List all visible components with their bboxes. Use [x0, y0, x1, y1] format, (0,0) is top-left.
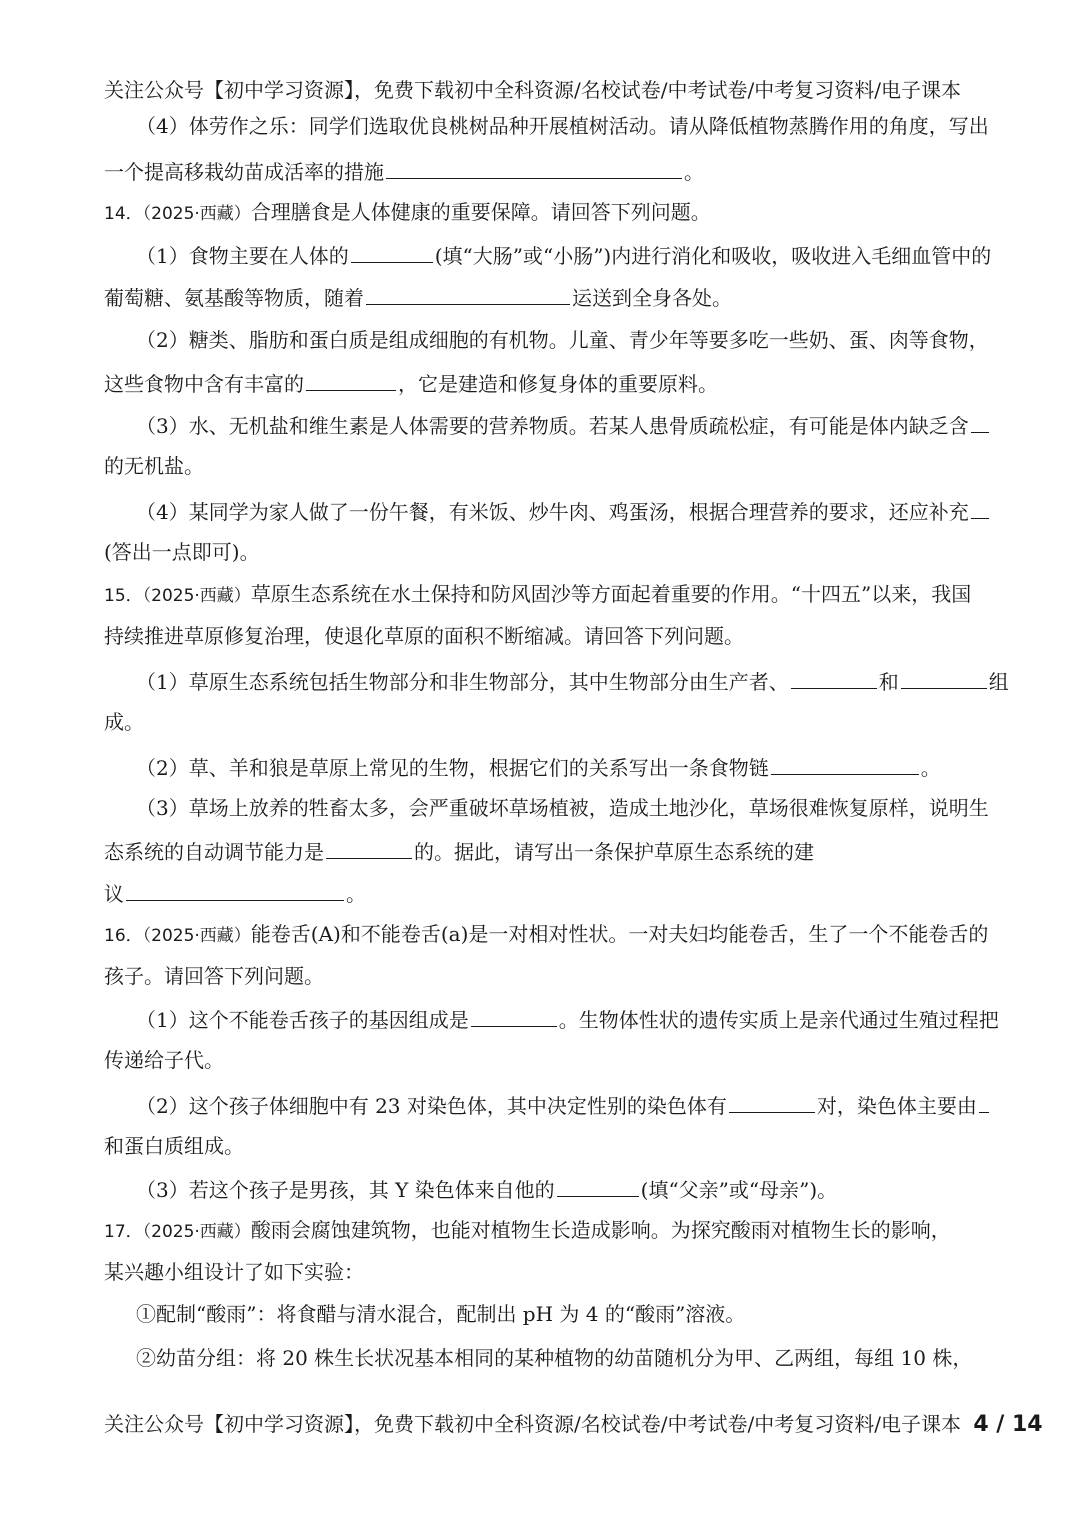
answer-blank[interactable]	[729, 1090, 815, 1113]
answer-blank[interactable]	[971, 410, 989, 433]
q15-part1-line2: 成。	[104, 710, 144, 734]
q14-part1-text-b: (填“大肠”或“小肠”)内进行消化和吸收，吸收进入毛细血管中的	[434, 244, 992, 268]
q14-part2-text-b: 这些食物中含有丰富的	[104, 372, 304, 396]
q16-part3-text-b: (填“父亲”或“母亲”)。	[640, 1178, 838, 1202]
answer-blank[interactable]	[471, 1004, 557, 1027]
answer-blank[interactable]	[326, 836, 412, 859]
answer-blank[interactable]	[771, 752, 919, 775]
q14-part1-text-a: （1）食物主要在人体的	[136, 244, 349, 268]
q13-part4-line2	[104, 156, 704, 184]
q16-part1-text-b: 。生物体性状的遗传实质上是亲代通过生殖过程把	[558, 1008, 999, 1032]
page-footer	[104, 1410, 1043, 1438]
q15-part3-text-b: 态系统的自动调节能力是	[104, 840, 324, 864]
q15-part1-text-b: 和	[878, 670, 899, 694]
q16-part3-line1	[136, 1174, 837, 1202]
q15-stem-text-a: 草原生态系统在水土保持和防风固沙等方面起着重要的作用。“十四五”以来，我国	[250, 582, 972, 606]
answer-blank[interactable]	[126, 878, 344, 901]
q14-part2-text-c: ，它是建造和修复身体的重要原料。	[398, 372, 718, 396]
q16-part1-line1	[136, 1004, 999, 1032]
q16-part3-text-a: （3）若这个孩子是男孩，其 Y 染色体来自他的	[136, 1178, 555, 1202]
q14-part2-line2	[104, 368, 718, 396]
q14-part1-line1	[136, 240, 991, 268]
q15-part3-text-e: 。	[346, 882, 366, 906]
q16-part2-text-a: （2）这个孩子体细胞中有 23 对染色体，其中决定性别的染色体有	[136, 1094, 727, 1118]
q16-part1-line2: 传递给子代。	[104, 1048, 224, 1072]
answer-blank[interactable]	[306, 368, 396, 391]
q13-part4-end: 。	[684, 160, 704, 184]
q16-stem-line1	[104, 920, 988, 948]
answer-blank[interactable]	[971, 496, 989, 519]
q16-part2-line1	[136, 1090, 991, 1118]
page-number: 4 / 14	[973, 1412, 1043, 1437]
q16-stem-line2: 孩子。请回答下列问题。	[104, 964, 324, 988]
answer-blank[interactable]	[351, 240, 433, 263]
q17-step2: ②幼苗分组：将 20 株生长状况基本相同的某种植物的幼苗随机分为甲、乙两组，每组 10 株，	[136, 1346, 973, 1370]
q14-part1-text-c: 葡萄糖、氨基酸等物质，随着	[104, 286, 364, 310]
q17-stem-line2: 某兴趣小组设计了如下实验：	[104, 1260, 364, 1284]
question-number: 17．（2025·西藏）	[104, 1222, 251, 1242]
answer-blank[interactable]	[791, 666, 877, 689]
q14-part4-line2: (答出一点即可)。	[104, 540, 260, 564]
q15-part3-text-c: 的。据此，请写出一条保护草原生态系统的建	[414, 840, 814, 864]
q14-part1-line2	[104, 282, 732, 310]
q15-part2-text-a: （2）草、羊和狼是草原上常见的生物，根据它们的关系写出一条食物链	[136, 756, 769, 780]
q17-stem-line1	[104, 1216, 951, 1244]
q17-stem-text-a: 酸雨会腐蚀建筑物，也能对植物生长造成影响。为探究酸雨对植物生长的影响，	[250, 1218, 951, 1242]
q14-part4-text-a: （4）某同学为家人做了一份午餐，有米饭、炒牛肉、鸡蛋汤，根据合理营养的要求，还应补充	[136, 500, 969, 524]
q14-part2-line1: （2）糖类、脂肪和蛋白质是组成细胞的有机物。儿童、青少年等要多吃一些奶、蛋、肉等食物，	[136, 328, 989, 352]
q16-part2-line2: 和蛋白质组成。	[104, 1134, 244, 1158]
answer-blank[interactable]	[557, 1174, 639, 1197]
answer-blank[interactable]	[366, 282, 570, 305]
q15-stem-line1	[104, 580, 971, 608]
q15-part2-line1	[136, 752, 941, 780]
q15-part1-line1	[136, 666, 1009, 694]
q13-part4-text: 一个提高移栽幼苗成活率的措施	[104, 160, 384, 184]
q16-part2-text-b: 对，染色体主要由	[816, 1094, 977, 1118]
q14-part3-line2: 的无机盐。	[104, 454, 204, 478]
q14-part3-text-a: （3）水、无机盐和维生素是人体需要的营养物质。若某人患骨质疏松症，有可能是体内缺乏含	[136, 414, 969, 438]
q15-part1-text-c: 组	[988, 670, 1009, 694]
q17-step1: ①配制“酸雨”：将食醋与清水混合，配制出 pH 为 4 的“酸雨”溶液。	[136, 1302, 746, 1326]
q15-stem-line2: 持续推进草原修复治理，使退化草原的面积不断缩减。请回答下列问题。	[104, 624, 744, 648]
answer-blank[interactable]	[386, 156, 682, 179]
q15-part3-line2	[104, 836, 814, 864]
q13-part4-line1: （4）体劳作之乐：同学们选取优良桃树品种开展植树活动。请从降低植物蒸腾作用的角度，写出	[136, 114, 989, 138]
q14-stem	[104, 198, 711, 226]
question-number: 14．（2025·西藏）	[104, 204, 251, 224]
q14-part4-line1	[136, 496, 991, 524]
q16-stem-text-a: 能卷舌(A)和不能卷舌(a)是一对相对性状。一对夫妇均能卷舌，生了一个不能卷舌的	[250, 922, 989, 946]
footer-text: 关注公众号【初中学习资源】，免费下载初中全科资源/名校试卷/中考试卷/中考复习资料/电子课本	[104, 1412, 961, 1436]
q14-stem-text: 合理膳食是人体健康的重要保障。请回答下列问题。	[250, 200, 711, 224]
q14-part1-text-d: 运送到全身各处。	[572, 286, 732, 310]
q15-part3-line3	[104, 878, 366, 906]
q15-part2-text-b: 。	[920, 756, 941, 780]
q15-part3-line1: （3）草场上放养的牲畜太多，会严重破坏草场植被，造成土地沙化，草场很难恢复原样，说明生	[136, 796, 989, 820]
q15-part1-text-a: （1）草原生态系统包括生物部分和非生物部分，其中生物部分由生产者、	[136, 670, 789, 694]
page-header: 关注公众号【初中学习资源】，免费下载初中全科资源/名校试卷/中考试卷/中考复习资料/电子课本	[104, 78, 961, 102]
question-number: 15．（2025·西藏）	[104, 586, 251, 606]
answer-blank[interactable]	[901, 666, 987, 689]
q16-part1-text-a: （1）这个不能卷舌孩子的基因组成是	[136, 1008, 469, 1032]
q15-part3-text-d: 议	[104, 882, 124, 906]
q14-part3-line1	[136, 410, 991, 438]
answer-blank[interactable]	[979, 1090, 989, 1113]
question-number: 16．（2025·西藏）	[104, 926, 251, 946]
